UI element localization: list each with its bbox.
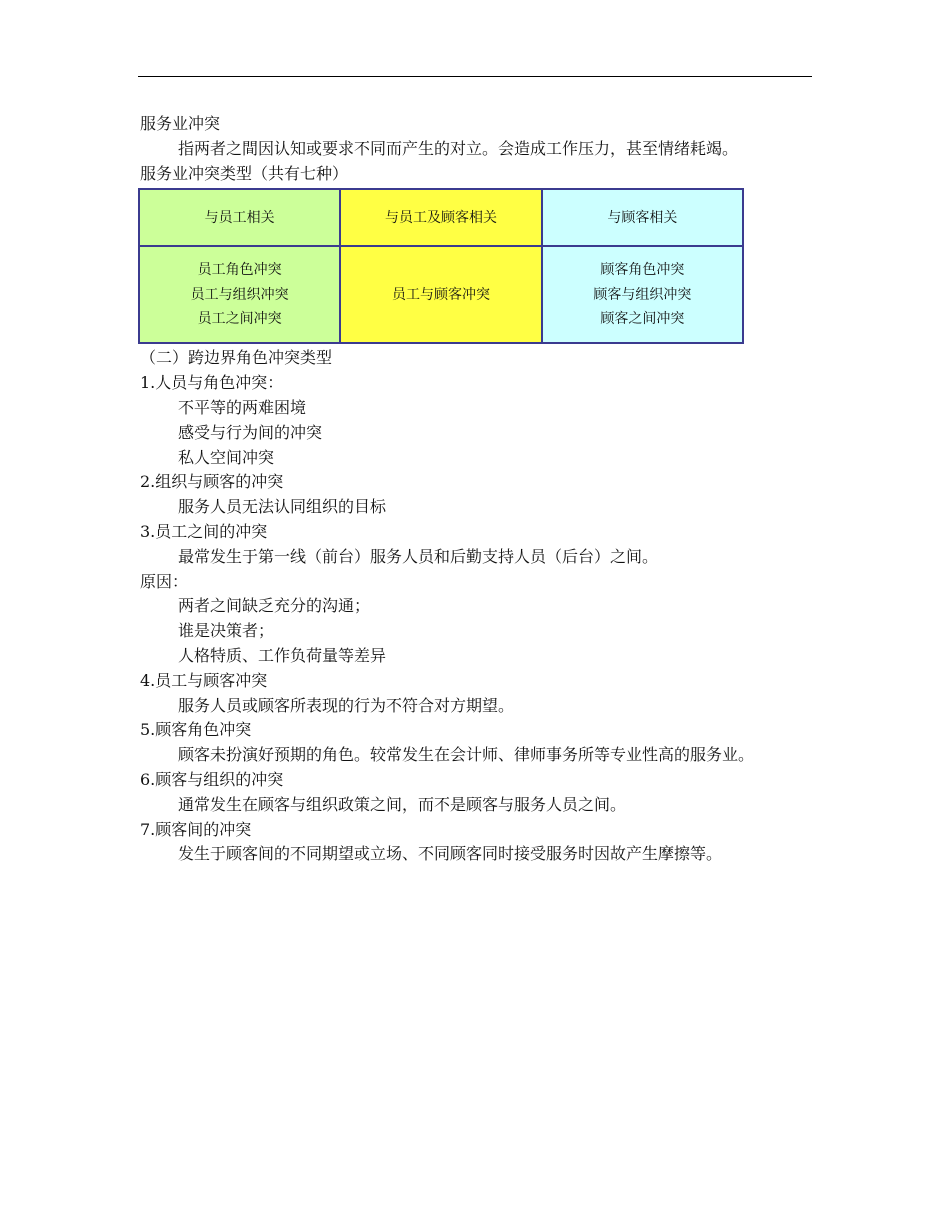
item7-line1: 发生于顾客间的不同期望或立场、不同顾客同时接受服务时因故产生摩擦等。 xyxy=(178,844,723,864)
reason-heading: 原因： xyxy=(140,571,189,591)
customer-role-conflict: 顾客角色冲突 xyxy=(600,262,685,279)
item5-line1: 顾客未扮演好预期的角色。较常发生在会计师、律师事务所等专业性高的服务业。 xyxy=(178,745,755,765)
section2-title: （二）跨边界角色冲突类型 xyxy=(140,348,333,368)
item2-heading: 2.组织与顾客的冲突 xyxy=(140,472,284,492)
conflict-types-table xyxy=(138,188,744,344)
table-body-row xyxy=(139,246,743,343)
header-employee: 与员工相关 xyxy=(139,189,340,246)
employee-between-conflict: 员工之间冲突 xyxy=(197,311,282,328)
item6-line1: 通常发生在顾客与组织政策之间，而不是顾客与服务人员之间。 xyxy=(178,794,627,814)
employee-role-conflict: 员工角色冲突 xyxy=(197,262,282,279)
reason-3: 人格特质、工作负荷量等差异 xyxy=(178,645,387,665)
document-body xyxy=(140,112,812,867)
item2-line1: 服务人员无法认同组织的目标 xyxy=(178,497,387,517)
item1-line1: 不平等的两难困境 xyxy=(178,397,307,417)
types-heading: 服务业冲突类型（共有七种） xyxy=(140,163,349,183)
item1-line3: 私人空间冲突 xyxy=(178,447,275,467)
header-rule xyxy=(138,76,812,77)
reason-2: 谁是决策者； xyxy=(178,621,275,641)
cell-customer-conflicts xyxy=(542,246,743,343)
header-customer: 与顾客相关 xyxy=(542,189,743,246)
item6-heading: 6.顾客与组织的冲突 xyxy=(140,769,284,789)
table-header-row xyxy=(139,189,743,246)
customer-between-conflict: 顾客之间冲突 xyxy=(600,311,685,328)
cell-employee-customer-conflict: 员工与顾客冲突 xyxy=(340,246,541,343)
item4-heading: 4.员工与顾客冲突 xyxy=(140,670,268,690)
item3-heading: 3.员工之间的冲突 xyxy=(140,521,268,541)
header-employee-customer: 与员工及顾客相关 xyxy=(340,189,541,246)
intro-definition: 指两者之間因认知或要求不同而产生的对立。会造成工作压力，甚至情绪耗竭。 xyxy=(178,138,739,158)
item1-line2: 感受与行为间的冲突 xyxy=(178,422,323,442)
item7-heading: 7.顾客间的冲突 xyxy=(140,819,252,839)
item1-heading: 1.人员与角色冲突： xyxy=(140,373,284,393)
item4-line1: 服务人员或顾客所表现的行为不符合对方期望。 xyxy=(178,695,515,715)
item3-line1: 最常发生于第一线（前台）服务人员和后勤支持人员（后台）之间。 xyxy=(178,546,659,566)
item5-heading: 5.顾客角色冲突 xyxy=(140,720,252,740)
reason-1: 两者之间缺乏充分的沟通； xyxy=(178,596,371,616)
customer-org-conflict: 顾客与组织冲突 xyxy=(593,286,692,303)
employee-org-conflict: 员工与组织冲突 xyxy=(190,286,289,303)
cell-employee-conflicts xyxy=(139,246,340,343)
intro-heading: 服务业冲突 xyxy=(140,114,221,133)
